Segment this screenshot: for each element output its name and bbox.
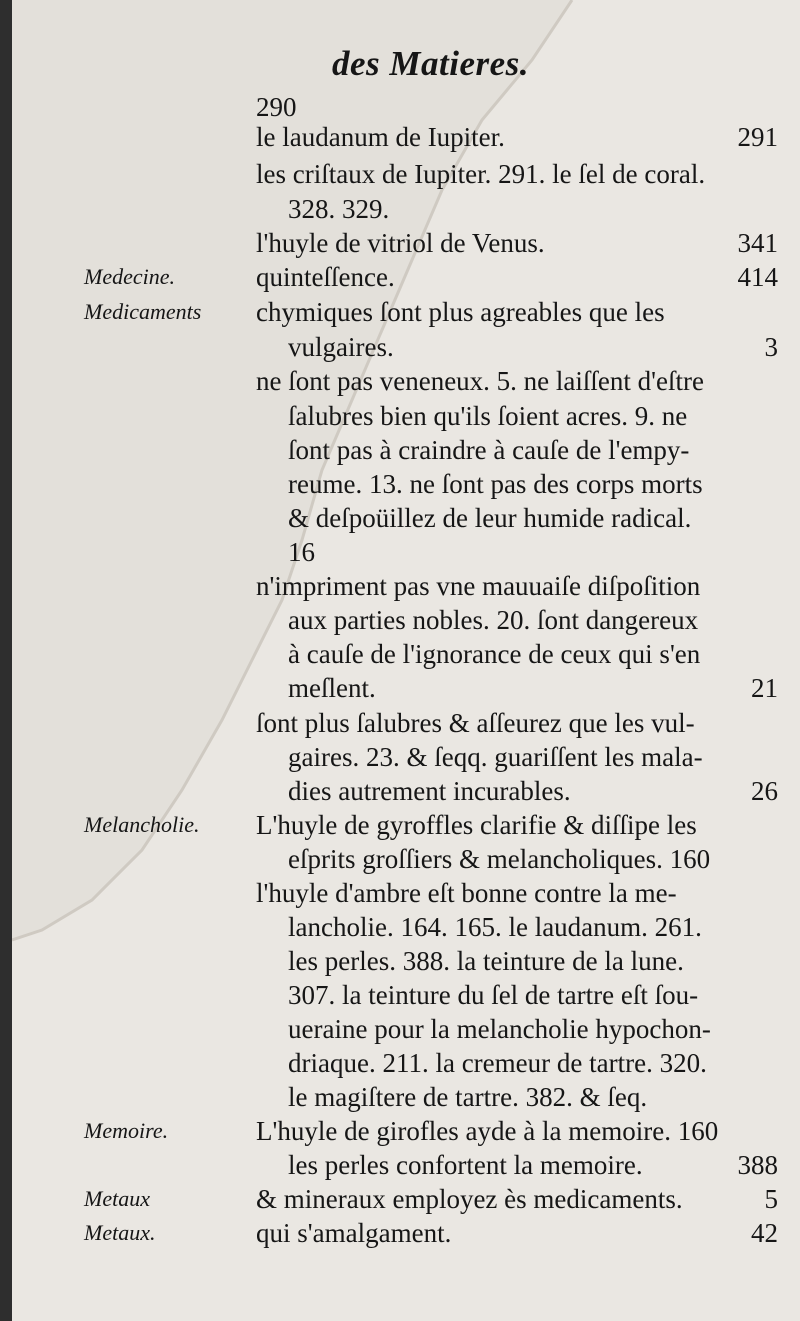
index-line: les perles. 388. la teinture de la lune.: [288, 946, 684, 976]
index-line: ueraine pour la melancholie hypochon-: [288, 1014, 711, 1044]
index-line: gaires. 23. & ſeqq. guariſſent les mala-: [288, 742, 703, 772]
index-line: le laudanum de Iupiter.: [256, 122, 505, 152]
index-line: 328. 329.: [288, 194, 390, 224]
page-ref: 21: [751, 673, 778, 703]
page-ref: 26: [751, 776, 778, 806]
page-ref: 5: [764, 1184, 778, 1214]
book-page: [12, 0, 800, 1321]
page-ref: 291: [737, 122, 778, 152]
index-line: ſont plus ſalubres & aſſeurez que les vul-: [256, 708, 695, 738]
page-ref: 341: [737, 228, 778, 258]
index-line: & mineraux employez ès medicaments.: [256, 1184, 683, 1214]
index-line: 16: [288, 537, 315, 567]
index-line: qui s'amalgament.: [256, 1218, 452, 1248]
index-line: les criſtaux de Iupiter. 291. le ſel de coral.: [256, 159, 706, 189]
index-line: eſprits groſſiers & melancholiques. 160: [288, 844, 711, 874]
index-line: 307. la teinture du ſel de tartre eſt ſou-: [288, 980, 699, 1010]
margin-note: Melancholie.: [84, 812, 200, 837]
index-line: meſlent.: [288, 673, 376, 703]
page-ref: 388: [737, 1150, 778, 1180]
index-line: & deſpoüillez de leur humide radical.: [288, 503, 692, 533]
index-line: quinteſſence.: [256, 262, 395, 292]
index-line: les perles confortent la memoire.: [288, 1150, 643, 1180]
index-line: chymiques ſont plus agreables que les: [256, 297, 665, 327]
index-line: 290: [256, 92, 297, 122]
index-line: vulgaires.: [288, 332, 394, 362]
index-line: n'impriment pas vne mauuaiſe diſpoſition: [256, 571, 701, 601]
index-line: ſont pas à craindre à cauſe de l'empy-: [288, 435, 690, 465]
margin-note: Metaux.: [84, 1220, 156, 1245]
index-line: ſalubres bien qu'ils ſoient acres. 9. ne: [288, 401, 688, 431]
margin-note: Medicaments: [84, 299, 202, 324]
index-line: L'huyle de girofles ayde à la memoire. 160: [256, 1116, 719, 1146]
index-line: le magiſtere de tartre. 382. & ſeq.: [288, 1082, 648, 1112]
index-line: L'huyle de gyroffles clarifie & diſſipe les: [256, 810, 697, 840]
margin-note: Metaux: [84, 1186, 150, 1211]
index-line: lancholie. 164. 165. le laudanum. 261.: [288, 912, 702, 942]
index-line: driaque. 211. la cremeur de tartre. 320.: [288, 1048, 707, 1078]
page-ref: 414: [737, 262, 778, 292]
page-ref: 3: [764, 332, 778, 362]
index-line: l'huyle de vitriol de Venus.: [256, 228, 545, 258]
running-header: des Matieres.: [332, 44, 530, 83]
index-line: l'huyle d'ambre eſt bonne contre la me-: [256, 878, 677, 908]
index-line: dies autrement incurables.: [288, 776, 571, 806]
index-line: reume. 13. ne ſont pas des corps morts: [288, 469, 703, 499]
margin-note: Medecine.: [84, 264, 175, 289]
index-line: aux parties nobles. 20. ſont dangereux: [288, 605, 699, 635]
page-ref: 42: [751, 1218, 778, 1248]
index-line: à cauſe de l'ignorance de ceux qui s'en: [288, 639, 701, 669]
index-line: ne ſont pas veneneux. 5. ne laiſſent d'eſtre: [256, 366, 704, 396]
margin-note: Memoire.: [84, 1118, 169, 1143]
